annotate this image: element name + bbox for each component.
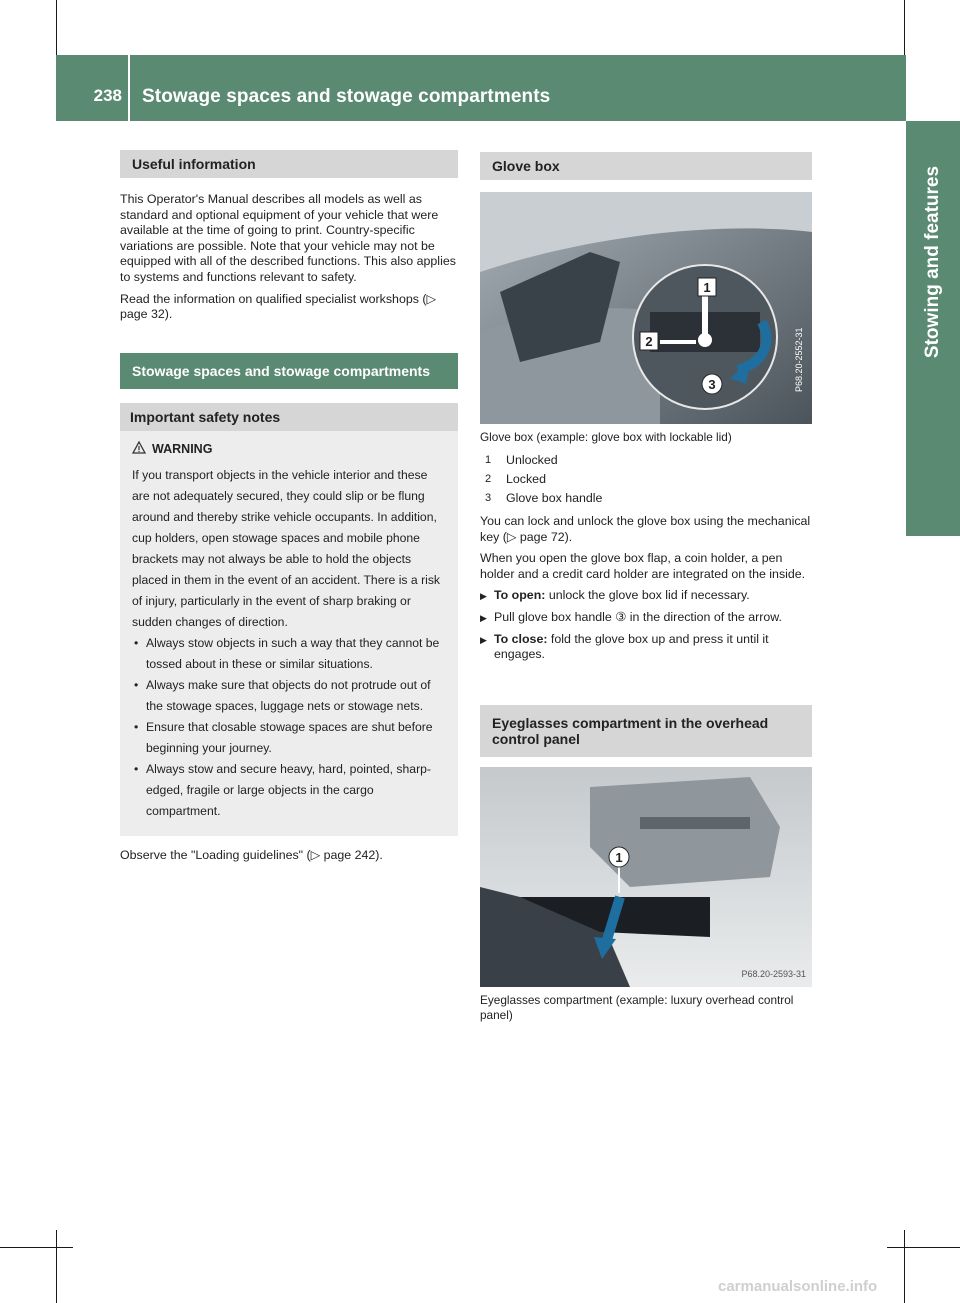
page-title: Stowage spaces and stowage compartments [142, 86, 551, 107]
chapter-tab-label: Stowing and features [922, 165, 943, 359]
legend-key-2: 2 [484, 473, 492, 485]
right-column [480, 152, 812, 1029]
crop-mark [887, 1247, 960, 1248]
glove-box-legend [480, 451, 812, 508]
section-heading-eyeglasses: Eyeglasses compartment in the overhead control panel [480, 705, 812, 757]
crop-mark [56, 1230, 57, 1303]
list-item: • Ensure that closable stowage spaces are shut before beginning your journey. [132, 717, 446, 759]
list-item: • Always stow objects in such a way that they cannot be tossed about in these or similar situations. [132, 633, 446, 675]
section-heading-safety-notes: Important safety notes [120, 403, 458, 431]
eyeglasses-caption: Eyeglasses compartment (example: luxury overhead control panel) [480, 992, 794, 1022]
crop-mark [56, 0, 57, 55]
loading-guidelines-reference: Observe the "Loading guidelines" (▷ page 242). [120, 847, 383, 862]
useful-info-paragraph: This Operator's Manual describes all models as well as standard and optional equipment of your vehicle that were available at the time of going to print. Country-specific variations are possible. Note that your vehicle may not be equipped with all of the described functions. This also applies to systems and functions relevant to safety. [120, 192, 456, 284]
legend-label: Unlocked [506, 453, 558, 467]
crop-mark [904, 0, 905, 55]
svg-text:1: 1 [703, 280, 711, 295]
warning-box [120, 431, 458, 836]
legend-item [480, 470, 812, 489]
section-heading-stowage: Stowage spaces and stowage compartments [120, 353, 458, 389]
list-item: ▶ To open: unlock the glove box lid if necessary. [480, 588, 812, 604]
eyeglasses-image-code: P68.20-2593-31 [741, 968, 806, 979]
workshop-reference: Read the information on qualified specialist workshops (▷ page 32). [120, 291, 437, 322]
svg-text:2: 2 [645, 334, 653, 349]
warning-label: WARNING [152, 441, 213, 456]
eyeglasses-image [480, 767, 812, 987]
svg-text:3: 3 [708, 377, 716, 392]
glove-box-image-code: P68.20-2552-31 [794, 327, 804, 392]
warning-bullets [132, 633, 446, 822]
glove-box-image [480, 192, 812, 424]
section-heading-useful-information: Useful information [120, 150, 458, 178]
legend-item [480, 451, 812, 470]
list-item: • Always make sure that objects do not protrude out of the stowage spaces, luggage nets or stowage nets. [132, 675, 446, 717]
list-item: ▶ To close: fold the glove box up and press it until it engages. [480, 632, 812, 663]
legend-label: Glove box handle [506, 491, 603, 505]
glove-box-steps [480, 588, 812, 662]
glove-box-lock-paragraph: You can lock and unlock the glove box using the mechanical key (▷ page 72). [480, 514, 811, 544]
warning-triangle-icon [132, 441, 146, 457]
legend-item [480, 489, 812, 508]
crop-mark [904, 1230, 905, 1303]
header-separator [128, 55, 130, 121]
glove-box-caption: Glove box (example: glove box with lockable lid) [480, 430, 732, 444]
list-item: • Always stow and secure heavy, hard, pointed, sharp-edged, fragile or large objects in the cargo compartment. [132, 759, 446, 822]
warning-header [132, 441, 446, 457]
warning-text: If you transport objects in the vehicle interior and these are not adequately secured, they could slip or be flung around and thereby strike vehicle occupants. In addition, cup holders, open stowage spaces and mobile phone brackets may not always be able to hold the objects placed in them in the event of an accident. There is a risk of injury, particularly in the event of sharp braking or sudden changes of direction. [132, 467, 441, 629]
list-item: ▶ Pull glove box handle ③ in the direction of the arrow. [480, 610, 812, 626]
watermark: carmanualsonline.info [718, 1278, 878, 1295]
page-number: 238 [93, 86, 122, 105]
left-column [120, 150, 458, 869]
legend-label: Locked [506, 472, 546, 486]
crop-mark [0, 1247, 73, 1248]
section-heading-glove-box: Glove box [480, 152, 812, 180]
legend-key-1: 1 [484, 454, 492, 466]
glove-box-holders-paragraph: When you open the glove box flap, a coin holder, a pen holder and a credit card holder are integrated on the inside. [480, 551, 806, 581]
legend-key-3: 3 [484, 492, 492, 504]
svg-text:1: 1 [615, 849, 623, 865]
